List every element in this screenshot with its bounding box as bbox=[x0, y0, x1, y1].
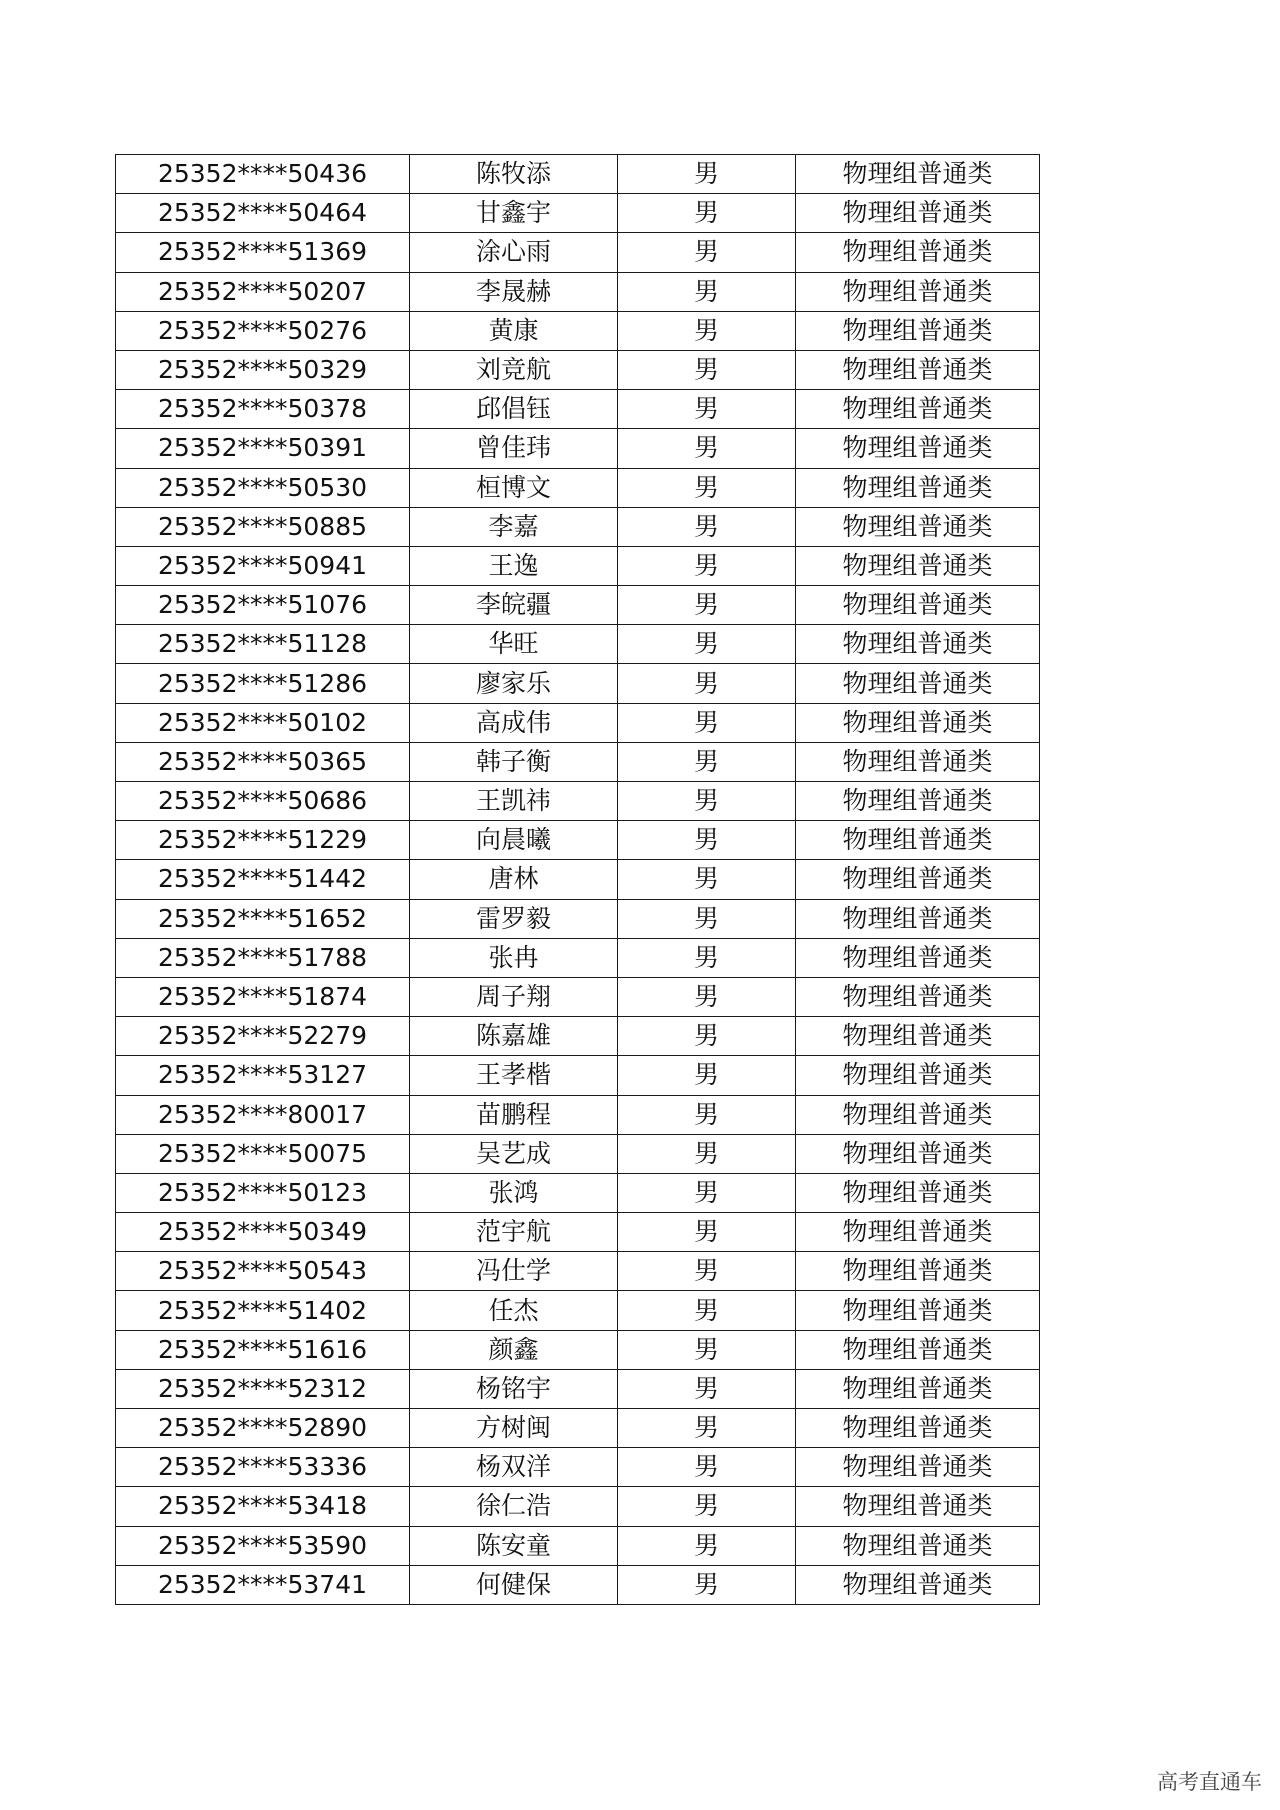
gender-cell: 男 bbox=[618, 429, 796, 468]
category-cell: 物理组普通类 bbox=[796, 977, 1040, 1016]
student-id-cell: 25352****51652 bbox=[116, 899, 410, 938]
student-id-cell: 25352****53741 bbox=[116, 1565, 410, 1604]
category-cell: 物理组普通类 bbox=[796, 1173, 1040, 1212]
student-name-cell: 华旺 bbox=[410, 625, 618, 664]
student-id-cell: 25352****50378 bbox=[116, 390, 410, 429]
gender-cell: 男 bbox=[618, 782, 796, 821]
student-name-cell: 方树闽 bbox=[410, 1409, 618, 1448]
category-cell: 物理组普通类 bbox=[796, 194, 1040, 233]
student-name-cell: 刘竞航 bbox=[410, 350, 618, 389]
gender-cell: 男 bbox=[618, 546, 796, 585]
category-cell: 物理组普通类 bbox=[796, 390, 1040, 429]
category-cell: 物理组普通类 bbox=[796, 938, 1040, 977]
table-row bbox=[116, 468, 1040, 507]
category-cell: 物理组普通类 bbox=[796, 1487, 1040, 1526]
category-cell: 物理组普通类 bbox=[796, 272, 1040, 311]
gender-cell: 男 bbox=[618, 742, 796, 781]
student-name-cell: 张鸿 bbox=[410, 1173, 618, 1212]
gender-cell: 男 bbox=[618, 977, 796, 1016]
category-cell: 物理组普通类 bbox=[796, 899, 1040, 938]
gender-cell: 男 bbox=[618, 1330, 796, 1369]
gender-cell: 男 bbox=[618, 1526, 796, 1565]
table-row bbox=[116, 742, 1040, 781]
table-row bbox=[116, 1213, 1040, 1252]
table-row bbox=[116, 586, 1040, 625]
table-row bbox=[116, 625, 1040, 664]
student-name-cell: 任杰 bbox=[410, 1291, 618, 1330]
category-cell: 物理组普通类 bbox=[796, 1369, 1040, 1408]
student-name-cell: 涂心雨 bbox=[410, 233, 618, 272]
student-name-cell: 李皖疆 bbox=[410, 586, 618, 625]
gender-cell: 男 bbox=[618, 1291, 796, 1330]
student-id-cell: 25352****50276 bbox=[116, 311, 410, 350]
student-name-cell: 李晟赫 bbox=[410, 272, 618, 311]
student-name-cell: 何健保 bbox=[410, 1565, 618, 1604]
gender-cell: 男 bbox=[618, 1448, 796, 1487]
category-cell: 物理组普通类 bbox=[796, 782, 1040, 821]
table-row bbox=[116, 1017, 1040, 1056]
category-cell: 物理组普通类 bbox=[796, 625, 1040, 664]
table-row bbox=[116, 194, 1040, 233]
category-cell: 物理组普通类 bbox=[796, 1330, 1040, 1369]
table-row bbox=[116, 1291, 1040, 1330]
student-id-cell: 25352****53418 bbox=[116, 1487, 410, 1526]
student-name-cell: 杨铭宇 bbox=[410, 1369, 618, 1408]
table-row bbox=[116, 1526, 1040, 1565]
table-row bbox=[116, 1134, 1040, 1173]
table-row bbox=[116, 1056, 1040, 1095]
gender-cell: 男 bbox=[618, 703, 796, 742]
student-name-cell: 王逸 bbox=[410, 546, 618, 585]
gender-cell: 男 bbox=[618, 1173, 796, 1212]
category-cell: 物理组普通类 bbox=[796, 703, 1040, 742]
student-name-cell: 雷罗毅 bbox=[410, 899, 618, 938]
student-id-cell: 25352****50436 bbox=[116, 155, 410, 194]
student-name-cell: 曾佳玮 bbox=[410, 429, 618, 468]
student-name-cell: 高成伟 bbox=[410, 703, 618, 742]
gender-cell: 男 bbox=[618, 311, 796, 350]
student-name-cell: 韩子衡 bbox=[410, 742, 618, 781]
student-name-cell: 张冉 bbox=[410, 938, 618, 977]
student-id-cell: 25352****50329 bbox=[116, 350, 410, 389]
category-cell: 物理组普通类 bbox=[796, 429, 1040, 468]
category-cell: 物理组普通类 bbox=[796, 1252, 1040, 1291]
student-id-cell: 25352****50543 bbox=[116, 1252, 410, 1291]
gender-cell: 男 bbox=[618, 1369, 796, 1408]
gender-cell: 男 bbox=[618, 1252, 796, 1291]
gender-cell: 男 bbox=[618, 860, 796, 899]
watermark-text: 高考直通车 bbox=[1157, 1770, 1262, 1794]
student-id-cell: 25352****50530 bbox=[116, 468, 410, 507]
gender-cell: 男 bbox=[618, 1095, 796, 1134]
student-id-cell: 25352****50365 bbox=[116, 742, 410, 781]
student-name-cell: 甘鑫宇 bbox=[410, 194, 618, 233]
student-id-cell: 25352****52312 bbox=[116, 1369, 410, 1408]
table-row bbox=[116, 233, 1040, 272]
student-id-cell: 25352****51874 bbox=[116, 977, 410, 1016]
student-name-cell: 徐仁浩 bbox=[410, 1487, 618, 1526]
gender-cell: 男 bbox=[618, 507, 796, 546]
category-cell: 物理组普通类 bbox=[796, 1095, 1040, 1134]
category-cell: 物理组普通类 bbox=[796, 1017, 1040, 1056]
table-row bbox=[116, 311, 1040, 350]
student-id-cell: 25352****52279 bbox=[116, 1017, 410, 1056]
student-id-cell: 25352****50102 bbox=[116, 703, 410, 742]
gender-cell: 男 bbox=[618, 390, 796, 429]
category-cell: 物理组普通类 bbox=[796, 742, 1040, 781]
table-row bbox=[116, 703, 1040, 742]
table-row bbox=[116, 1330, 1040, 1369]
category-cell: 物理组普通类 bbox=[796, 586, 1040, 625]
student-id-cell: 25352****50075 bbox=[116, 1134, 410, 1173]
table-row bbox=[116, 860, 1040, 899]
category-cell: 物理组普通类 bbox=[796, 860, 1040, 899]
gender-cell: 男 bbox=[618, 899, 796, 938]
category-cell: 物理组普通类 bbox=[796, 1291, 1040, 1330]
student-id-cell: 25352****51442 bbox=[116, 860, 410, 899]
table-row bbox=[116, 1487, 1040, 1526]
gender-cell: 男 bbox=[618, 821, 796, 860]
student-id-cell: 25352****50885 bbox=[116, 507, 410, 546]
table-row bbox=[116, 1565, 1040, 1604]
student-id-cell: 25352****50349 bbox=[116, 1213, 410, 1252]
gender-cell: 男 bbox=[618, 194, 796, 233]
category-cell: 物理组普通类 bbox=[796, 507, 1040, 546]
table-row bbox=[116, 429, 1040, 468]
student-id-cell: 25352****53127 bbox=[116, 1056, 410, 1095]
student-name-cell: 桓博文 bbox=[410, 468, 618, 507]
category-cell: 物理组普通类 bbox=[796, 821, 1040, 860]
student-id-cell: 25352****50941 bbox=[116, 546, 410, 585]
student-name-cell: 黄康 bbox=[410, 311, 618, 350]
table-row bbox=[116, 782, 1040, 821]
student-id-cell: 25352****51286 bbox=[116, 664, 410, 703]
student-id-cell: 25352****52890 bbox=[116, 1409, 410, 1448]
student-id-cell: 25352****53336 bbox=[116, 1448, 410, 1487]
student-name-cell: 陈嘉雄 bbox=[410, 1017, 618, 1056]
category-cell: 物理组普通类 bbox=[796, 233, 1040, 272]
gender-cell: 男 bbox=[618, 1056, 796, 1095]
table-row bbox=[116, 1095, 1040, 1134]
student-name-cell: 向晨曦 bbox=[410, 821, 618, 860]
gender-cell: 男 bbox=[618, 1409, 796, 1448]
student-id-cell: 25352****50464 bbox=[116, 194, 410, 233]
student-id-cell: 25352****51229 bbox=[116, 821, 410, 860]
gender-cell: 男 bbox=[618, 1017, 796, 1056]
category-cell: 物理组普通类 bbox=[796, 468, 1040, 507]
table-row bbox=[116, 938, 1040, 977]
gender-cell: 男 bbox=[618, 233, 796, 272]
student-name-cell: 杨双洋 bbox=[410, 1448, 618, 1487]
gender-cell: 男 bbox=[618, 625, 796, 664]
student-id-cell: 25352****51788 bbox=[116, 938, 410, 977]
category-cell: 物理组普通类 bbox=[796, 1134, 1040, 1173]
student-name-cell: 廖家乐 bbox=[410, 664, 618, 703]
gender-cell: 男 bbox=[618, 272, 796, 311]
category-cell: 物理组普通类 bbox=[796, 350, 1040, 389]
student-id-cell: 25352****51128 bbox=[116, 625, 410, 664]
gender-cell: 男 bbox=[618, 938, 796, 977]
table-row bbox=[116, 821, 1040, 860]
student-id-cell: 25352****53590 bbox=[116, 1526, 410, 1565]
student-id-cell: 25352****50123 bbox=[116, 1173, 410, 1212]
table-row bbox=[116, 507, 1040, 546]
table-row bbox=[116, 350, 1040, 389]
roster-table-body bbox=[116, 155, 1040, 1605]
gender-cell: 男 bbox=[618, 664, 796, 703]
student-name-cell: 苗鹏程 bbox=[410, 1095, 618, 1134]
gender-cell: 男 bbox=[618, 1487, 796, 1526]
table-row bbox=[116, 1369, 1040, 1408]
gender-cell: 男 bbox=[618, 155, 796, 194]
student-id-cell: 25352****50391 bbox=[116, 429, 410, 468]
category-cell: 物理组普通类 bbox=[796, 664, 1040, 703]
student-name-cell: 李嘉 bbox=[410, 507, 618, 546]
student-id-cell: 25352****51076 bbox=[116, 586, 410, 625]
student-name-cell: 范宇航 bbox=[410, 1213, 618, 1252]
gender-cell: 男 bbox=[618, 468, 796, 507]
student-id-cell: 25352****50207 bbox=[116, 272, 410, 311]
table-row bbox=[116, 272, 1040, 311]
table-row bbox=[116, 899, 1040, 938]
table-row bbox=[116, 546, 1040, 585]
student-name-cell: 唐林 bbox=[410, 860, 618, 899]
student-id-cell: 25352****80017 bbox=[116, 1095, 410, 1134]
table-row bbox=[116, 1173, 1040, 1212]
category-cell: 物理组普通类 bbox=[796, 1213, 1040, 1252]
student-name-cell: 王孝楷 bbox=[410, 1056, 618, 1095]
student-name-cell: 吴艺成 bbox=[410, 1134, 618, 1173]
student-name-cell: 周子翔 bbox=[410, 977, 618, 1016]
student-name-cell: 王凯祎 bbox=[410, 782, 618, 821]
student-id-cell: 25352****51369 bbox=[116, 233, 410, 272]
student-name-cell: 陈安童 bbox=[410, 1526, 618, 1565]
table-row bbox=[116, 977, 1040, 1016]
student-id-cell: 25352****51402 bbox=[116, 1291, 410, 1330]
gender-cell: 男 bbox=[618, 586, 796, 625]
table-row bbox=[116, 1448, 1040, 1487]
student-name-cell: 陈牧添 bbox=[410, 155, 618, 194]
category-cell: 物理组普通类 bbox=[796, 1409, 1040, 1448]
roster-table bbox=[115, 154, 1040, 1605]
category-cell: 物理组普通类 bbox=[796, 1056, 1040, 1095]
category-cell: 物理组普通类 bbox=[796, 155, 1040, 194]
gender-cell: 男 bbox=[618, 1565, 796, 1604]
gender-cell: 男 bbox=[618, 1213, 796, 1252]
student-id-cell: 25352****50686 bbox=[116, 782, 410, 821]
category-cell: 物理组普通类 bbox=[796, 1448, 1040, 1487]
table-row bbox=[116, 390, 1040, 429]
gender-cell: 男 bbox=[618, 350, 796, 389]
table-row bbox=[116, 664, 1040, 703]
category-cell: 物理组普通类 bbox=[796, 546, 1040, 585]
student-name-cell: 颜鑫 bbox=[410, 1330, 618, 1369]
category-cell: 物理组普通类 bbox=[796, 311, 1040, 350]
student-id-cell: 25352****51616 bbox=[116, 1330, 410, 1369]
gender-cell: 男 bbox=[618, 1134, 796, 1173]
table-row bbox=[116, 155, 1040, 194]
table-row bbox=[116, 1252, 1040, 1291]
table-row bbox=[116, 1409, 1040, 1448]
category-cell: 物理组普通类 bbox=[796, 1565, 1040, 1604]
student-name-cell: 邱倡钰 bbox=[410, 390, 618, 429]
student-name-cell: 冯仕学 bbox=[410, 1252, 618, 1291]
category-cell: 物理组普通类 bbox=[796, 1526, 1040, 1565]
